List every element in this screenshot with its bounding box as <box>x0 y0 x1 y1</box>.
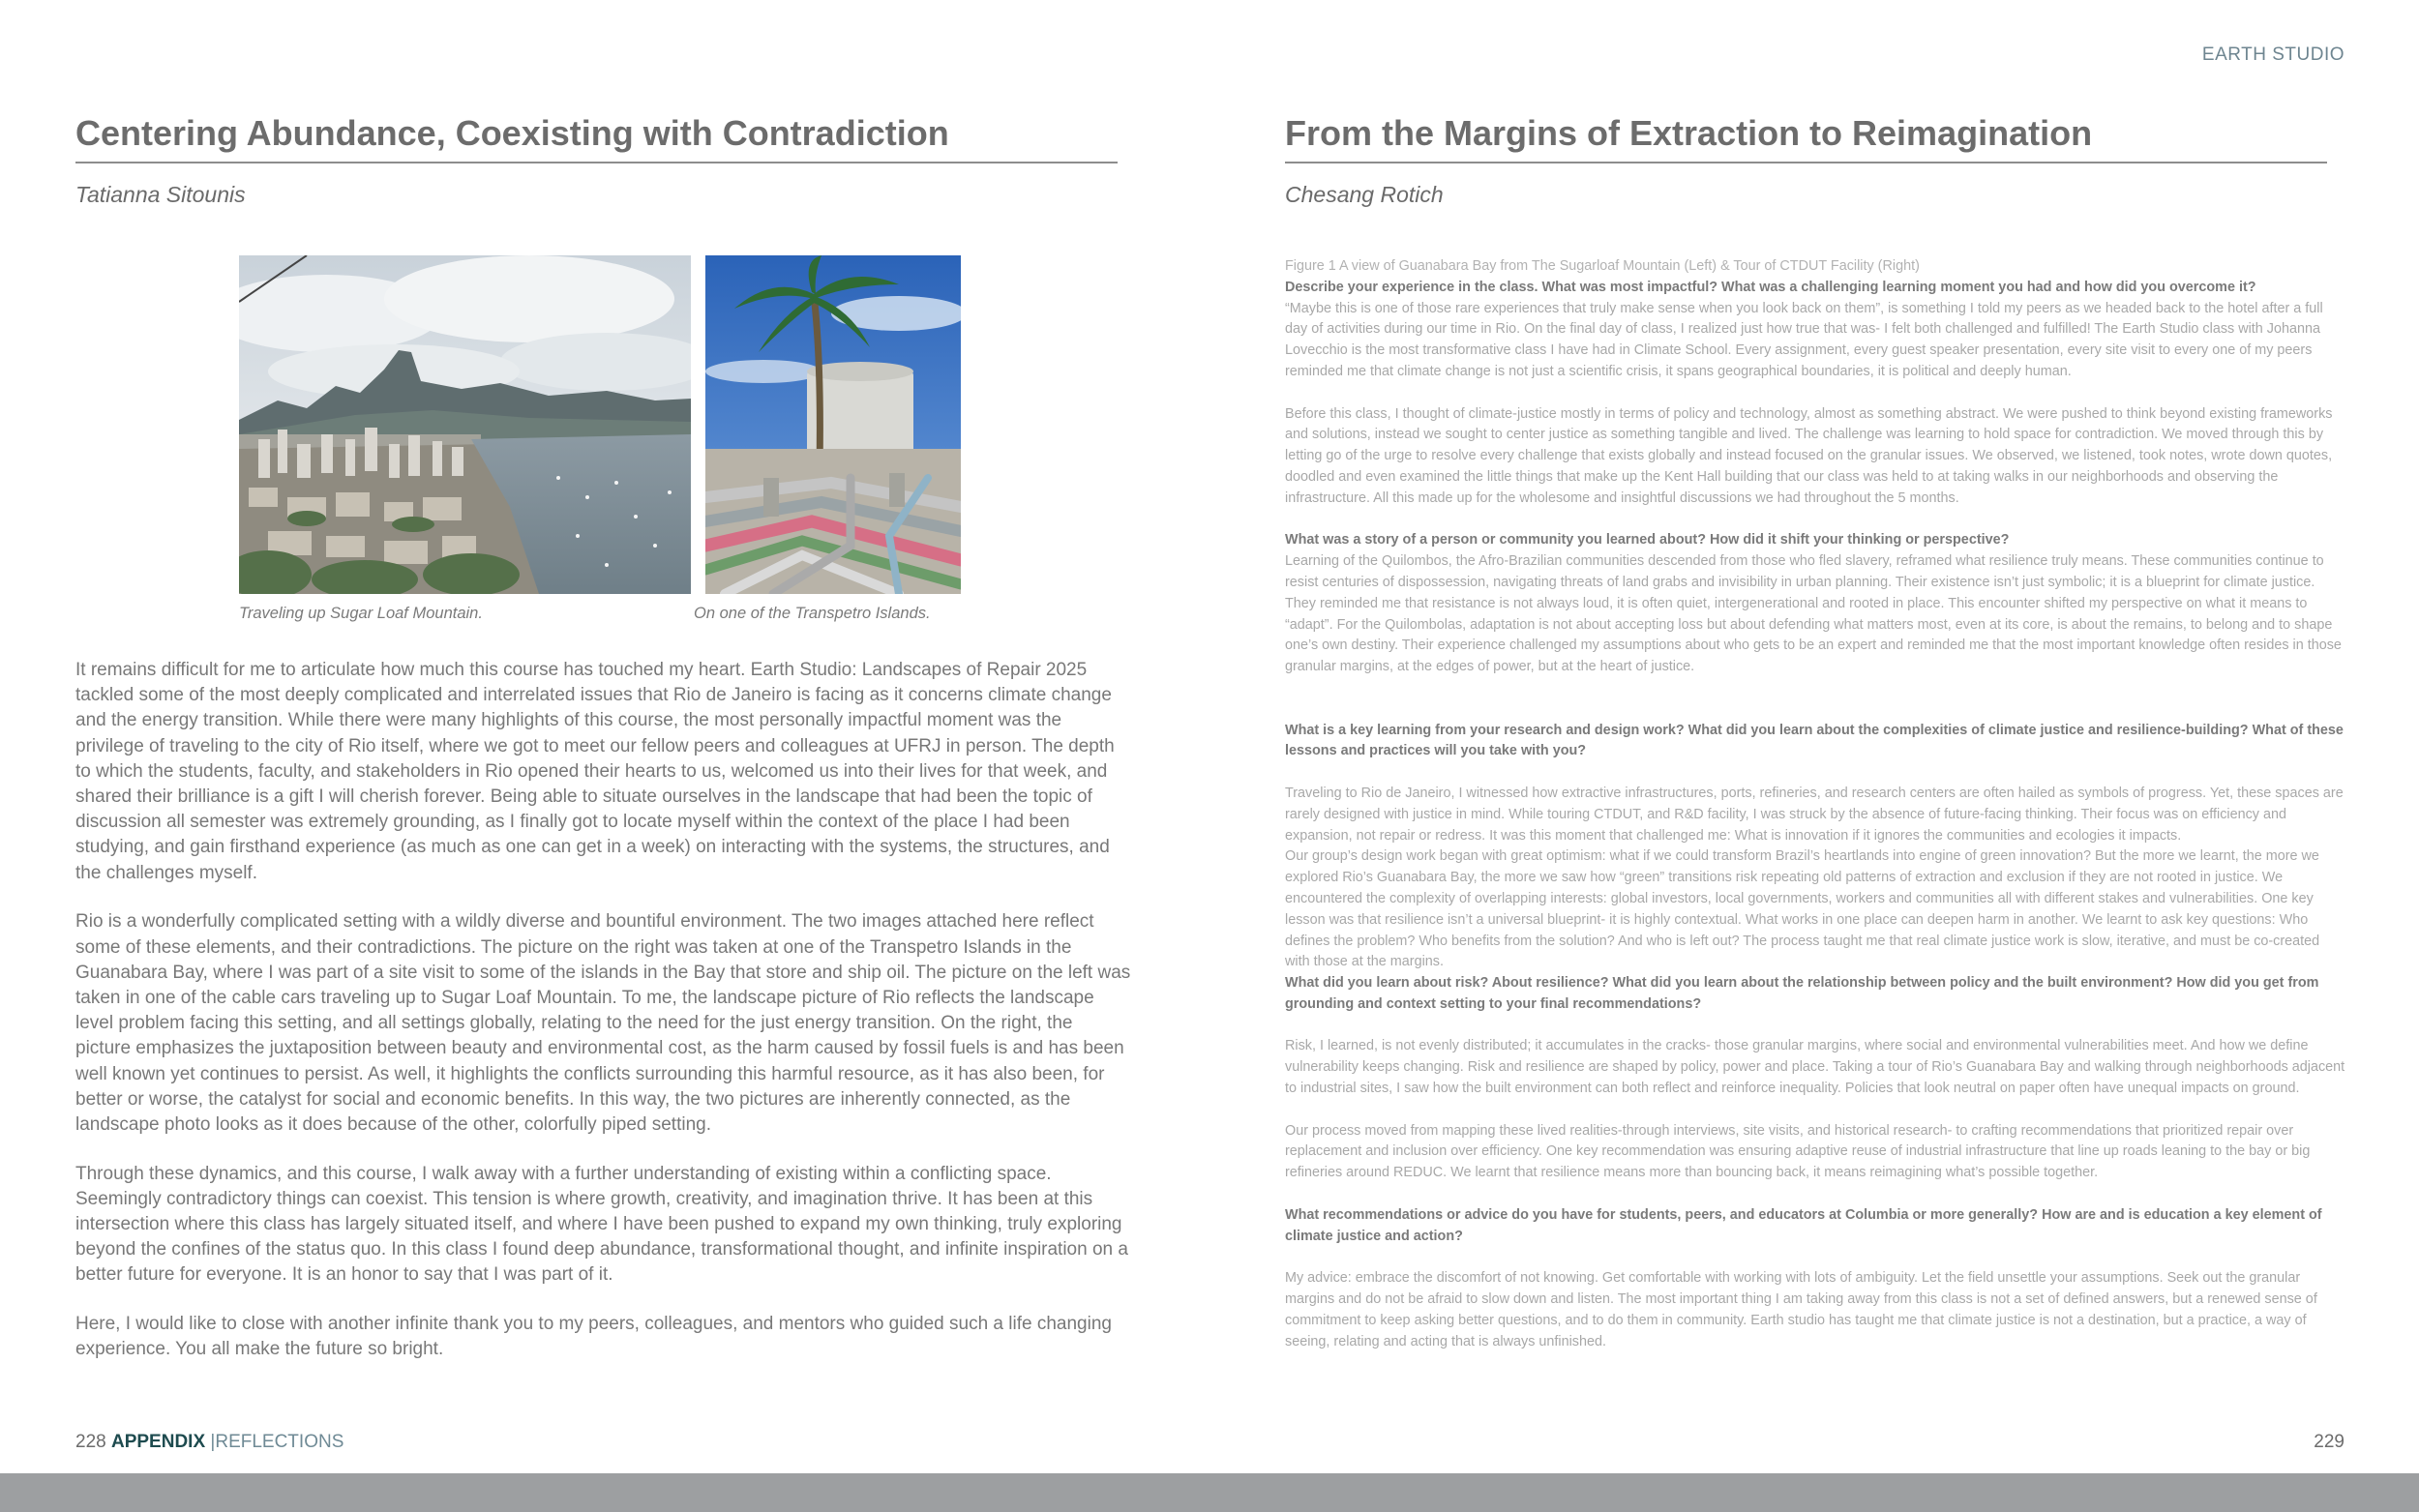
right-title-rule <box>1285 162 2327 163</box>
left-photo-caption: Traveling up Sugar Loaf Mountain. <box>239 605 483 622</box>
left-title-rule <box>75 162 1118 163</box>
figure-caption: Figure 1 A view of Guanabara Bay from The Sugarloaf Mountain (Left) & Tour of CTDUT Facility (Right) <box>1285 258 1920 274</box>
answer-paragraph: Before this class, I thought of climate-justice mostly in terms of policy and technology, almost as something abstract. We were pushed to think beyond existing frameworks and solutions, instead we sought to center justice as something tangible and lived. The challenge was learning to hold space for contradiction. We moved through this by letting go of the urge to resolve every challenge that exists globally and instead focused on the granular issues. We observed, we listened, took notes, wrote down quotes, doodled and even examined the little things that make up the Kent Hall building that our class was held to at taking walks in our neighborhoods and observing the infrastructure. All this made up for the wholesome and insightful discussions we had throughout the 5 months. <box>1285 405 2333 506</box>
interview-question: What is a key learning from your research and design work? What did you learn about the complexities of climate justice and resilience-building? What of these lessons and practices will you take with you? <box>1285 722 2344 759</box>
body-paragraph: It remains difficult for me to articulate how much this course has touched my heart. Earth Studio: Landscapes of Repair 2025 tackled some of the most deeply complicated and interrelated issues that Rio de Janeiro is facing as it concerns climate change and the energy transition. While there were many highlights of this course, the most personally impactful moment was the privilege of traveling to the city of Rio itself, where we got to meet our fellow peers and colleagues at UFRJ in person. The depth to which the students, faculty, and stakeholders in Rio opened their hearts to us, welcomed us into their lives for that week, and shared their brilliance is a gift I will cherish forever. Being able to situate ourselves in the landscape that had been the topic of discussion all semester was extremely grounding, as I finally got to locate myself within the context of the place I had been studying, and gain firsthand experience (as much as one can get in a week) on interacting with the systems, the structures, and the challenges myself. <box>75 660 1115 883</box>
left-page-number: 228 <box>75 1432 106 1452</box>
bottom-band <box>0 1473 2419 1512</box>
footer-separator: | <box>210 1432 216 1452</box>
interview-question: What recommendations or advice do you have for students, peers, and educators at Columbia or more generally? How are and is education a key element of climate justice and action? <box>1285 1206 2322 1244</box>
answer-paragraph: My advice: embrace the discomfort of not knowing. Get comfortable with working with lots of ambiguity. Let the field unsettle your assumptions. Seek out the granular margins and do not be afraid to slow down and listen. The most important thing I am taking away from this class is not a set of defined answers, but a renewed sense of commitment to keep asking better questions, and to do them in community. Earth studio has taught me that climate justice is not a destination, but a practice, a way of seeing, relating and acting that is always unfinished. <box>1285 1270 2317 1349</box>
left-article-body <box>75 658 1132 1386</box>
footer-section: APPENDIX <box>110 1432 206 1452</box>
left-page-footer <box>75 1432 343 1453</box>
answer-paragraph: Learning of the Quilombos, the Afro-Brazilian communities descended from those who fled slavery, reframed what resilience truly means. These communities continue to resist centuries of dispossession, navigating threats of land grabs and invisibility in urban planning. Their existence isn’t just symbolic; it is a blueprint for climate justice. They reminded me that resistance is not always loud, it is often quiet, intergenerational and rooted in place. This encounter shifted my perspective on what it means to “adapt”. For the Quilombolas, adaptation is not about accepting loss but about defending what matters most, even at its core, is about the remains, to belong and to shape one’s own destiny. Their experience challenged my assumptions about who gets to be an expert and reminded me that the most important knowledge often resides in those granular margins, at the edges of power, but at the heart of justice. <box>1285 553 2342 675</box>
left-article-title: Centering Abundance, Coexisting with Contradiction <box>75 113 949 153</box>
footer-subsection: REFLECTIONS <box>215 1432 344 1452</box>
transpetro-pipes-photo <box>705 255 961 594</box>
right-article-body <box>1285 256 2347 1352</box>
body-paragraph: Through these dynamics, and this course, I walk away with a further understanding of existing within a conflicting space. Seemingly contradictory things can coexist. This tension is where growth, creativity, and imagination thrive. It has been at this intersection where this class has largely situated itself, and where I have been pushed to expand my own thinking, truly exploring beyond the confines of the status quo. In this class I found deep abundance, transformational thought, and infinite inspiration on a better future for everyone. It is an honor to say that I was part of it. <box>75 1163 1128 1286</box>
interview-question: Describe your experience in the class. What was most impactful? What was a challenging learning moment you had and how did you overcome it? <box>1285 279 2256 295</box>
interview-question: What was a story of a person or community you learned about? How did it shift your thinking or perspective? <box>1285 532 2010 548</box>
answer-paragraph: Traveling to Rio de Janeiro, I witnessed how extractive infrastructures, ports, refineries, and research centers are often hailed as symbols of progress. Yet, these spaces are rarely designed with justice in mind. While touring CTDUT, and R&D facility, I was struck by the absence of future-facing thinking. Their focus was on efficiency and expansion, not repair or redress. It was this moment that challenged me: What is innovation if it ignores the communities and ecologies it impacts. <box>1285 785 2344 844</box>
body-paragraph: Rio is a wonderfully complicated setting with a wildly diverse and bountiful environment. The two images attached here reflect some of these elements, and their contradictions. The picture on the right was taken at one of the Transpetro Islands in the Guanabara Bay, where I was part of a site visit to some of the islands in the Bay that store and ship oil. The picture on the left was taken in one of the cable cars traveling up to Sugar Loaf Mountain. To me, the landscape picture of Rio reflects the landscape level problem facing this setting, and all settings globally, relating to the need for the just energy transition. On the right, the picture emphasizes the juxtaposition between beauty and environmental cost, as the harm caused by fossil fuels is and has been well known yet continues to persist. As well, it highlights the conflicts surrounding this harmful resource, as it has also been, for better or worse, the catalyst for social and economic benefits. In this way, the two pictures are inherently connected, as the landscape photo looks as it does because of the other, colorfully piped setting. <box>75 911 1131 1135</box>
right-article-title: From the Margins of Extraction to Reimagination <box>1285 113 2093 153</box>
running-header: EARTH STUDIO <box>2201 44 2344 65</box>
left-article-author: Tatianna Sitounis <box>75 182 246 207</box>
answer-paragraph: “Maybe this is one of those rare experiences that truly make sense when you look back on them”, is something I told my peers as we headed back to the hotel after a full day of activities during our time in Rio. On the final day of class, I realized just how true that was- I felt both challenged and fulfilled! The Earth Studio class with Johanna Lovecchio is the most transformative class I have had in Climate School. Every assignment, every guest speaker presentation, every site visit to every one of my peers reminded me that climate change is not just a scientific crisis, it spans geographical boundaries, it is political and deeply human. <box>1285 300 2323 379</box>
right-article-author: Chesang Rotich <box>1285 182 1444 207</box>
right-page-number: 229 <box>2314 1432 2344 1452</box>
right-photo-caption: On one of the Transpetro Islands. <box>694 605 931 622</box>
body-paragraph: Here, I would like to close with another infinite thank you to my peers, colleagues, and mentors who guided such a life changing experience. You all make the future so bright. <box>75 1314 1112 1360</box>
answer-paragraph: Our process moved from mapping these lived realities-through interviews, site visits, and historical research- to crafting recommendations that prioritized repair over replacement and inclusion over efficiency. One key recommendation was ensuring adaptive reuse of industrial infrastructure that line up roads leaning to the bay or big refineries around REDUC. We learnt that resilience means more than bouncing back, it means reimagining what’s possible together. <box>1285 1122 2311 1181</box>
interview-question: What did you learn about risk? About resilience? What did you learn about the relationship between policy and the built environment? How did you get from grounding and context setting to your final recommendations? <box>1285 975 2319 1012</box>
rio-landscape-photo <box>239 255 691 594</box>
answer-paragraph: Risk, I learned, is not evenly distributed; it accumulates in the cracks- those granular margins, where social and environmental vulnerabilities meet. And how we define vulnerability keeps changing. Risk and resilience are shaped by policy, power and place. Taking a tour of Rio’s Guanabara Bay and walking through neighborhoods adjacent to industrial sites, I saw how the built environment can both reflect and reinforce inequality. Policies that look neutral on paper often have unequal impacts on ground. <box>1285 1038 2345 1097</box>
answer-paragraph: Our group’s design work began with great optimism: what if we could transform Brazil’s heartlands into engine of green innovation? But the more we learnt, the more we explored Rio’s Guanabara Bay, the more we saw how “green” transitions risk repeating old patterns of extraction and exclusion if they are not rooted in justice. We encountered the complexity of overlapping interests: global investors, local governments, workers and communities all with different stakes and vulnerabilities. One key lesson was that resilience isn’t a universal blueprint- it is highly contextual. What works in one place can deepen harm in another. We learnt to ask key questions: Who defines the problem? Who benefits from the solution? And who is left out? The process taught me that real climate justice work is slow, iterative, and must be co-created with those at the margins. <box>1285 848 2320 970</box>
